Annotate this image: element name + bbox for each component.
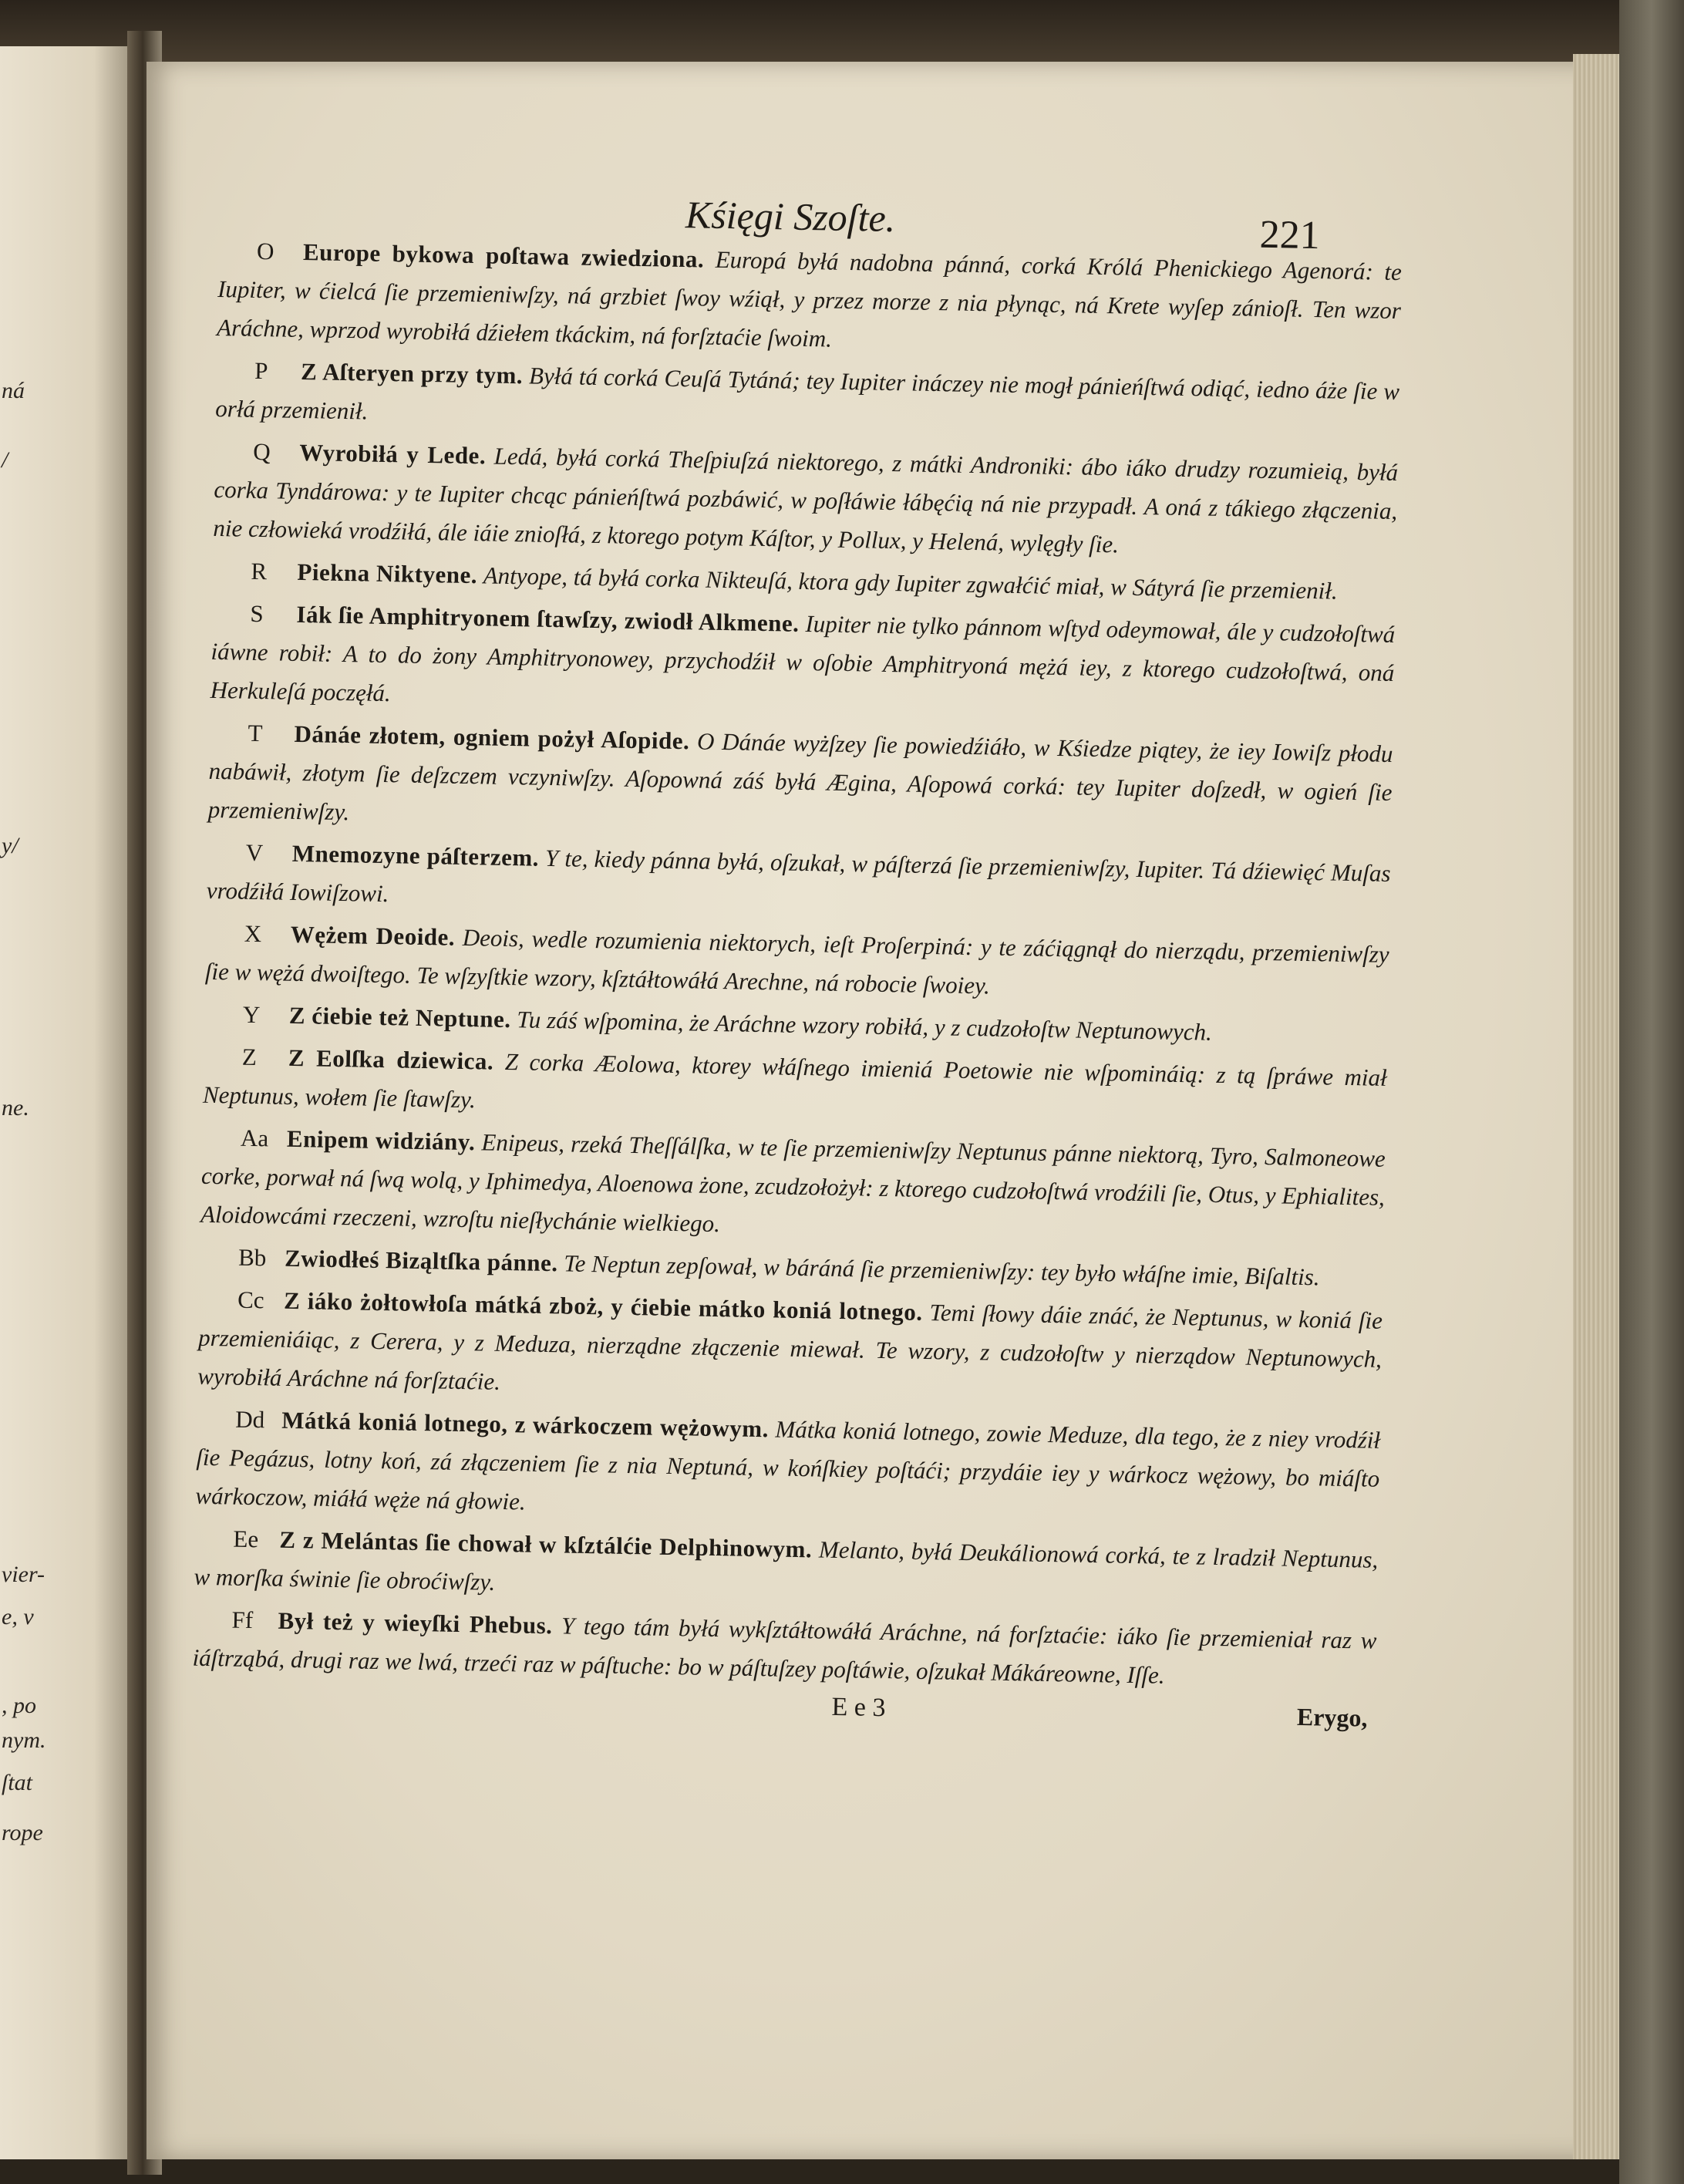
entry-text: Temi ſłowy dáie znáć, że Neptunus, w koniá ſie przemieniáiąc, z Cerera, y z Meduza, nierządne złączenie miewał. Te wzory, z cudzołoſtw y nierządow Neptunowych, wyrobiłá Aráchne ná forſztaćie. xyxy=(197,1299,1383,1395)
running-title: Kśięgi Szoſte. xyxy=(685,193,896,241)
entry-heading: Zwiodłeś Biząltſka pánne. xyxy=(284,1244,558,1277)
entry-letter: T xyxy=(248,719,263,747)
commentary-entry xyxy=(195,1400,1380,1537)
entry-text: Melanto, byłá Deukálionowá corká, te z lradził Neptunus, w morſka świnie ſie obroćiwſzy. xyxy=(194,1535,1379,1596)
entry-heading: Z z Melántas ſie chował w kſztálćie Delphinowym. xyxy=(279,1525,813,1563)
catchword: Erygo, xyxy=(1296,1702,1368,1732)
entry-letter: Cc xyxy=(237,1286,264,1314)
entry-text: Z corka Æolowa, ktorey włáſnego imieniá Poetowie nie wſpomináią: z tą ſpráwe miał Neptunus, wołem ſie ſtawſzy. xyxy=(202,1047,1388,1114)
left-fragment: ná xyxy=(2,378,25,403)
page-edges xyxy=(1573,54,1619,2159)
entry-letter: P xyxy=(254,356,268,385)
entry-text: Te Neptun zepſował, w báráná ſie przemieniwſzy: tey było włáſne imie, Biſaltis. xyxy=(563,1249,1320,1291)
entry-heading: Iák ſie Amphitryonem ſtawſzy, zwiodł Alkmene. xyxy=(296,600,800,637)
entry-heading: Z ćiebie też Neptune. xyxy=(288,1001,511,1033)
entry-letter: R xyxy=(251,557,268,585)
entry-text: Y tego tám byłá wykſztáłtowáłá Aráchne, ná forſztaćie: iáko ſie przemieniał raz w iáſtrząbá, drugi raz we lwá, trzeći raz w páſtuche: bo w páſtuſzey poſtáwie, oſzukał Mákáreowne, Iſſe. xyxy=(192,1612,1377,1689)
commentary-entry xyxy=(217,231,1402,369)
entry-heading: Był też y wieyſki Phebus. xyxy=(278,1606,553,1640)
left-fragment: / xyxy=(2,447,8,473)
signature-mark: E e 3 xyxy=(831,1692,886,1723)
commentary-entry xyxy=(207,713,1393,851)
book-top-edge xyxy=(0,0,1684,69)
left-fragment: , po xyxy=(2,1693,36,1718)
entry-text: Europá byłá nadobna pánná, corká Królá Phenickiego Agenorá: te Iupiter, w ćielcá ſie przemieniwſzy, ná grzbiet ſwoy wźiął, y przez morze z nia płynąc, ná Krete wyſep zánioſł. Ten wzor Aráchne, wprzod wyrobiłá dźiełem tkáckim, ná forſztaćie ſwoim. xyxy=(216,245,1403,352)
left-fragment: rope xyxy=(2,1820,43,1845)
book-fore-edge xyxy=(1619,0,1684,2184)
entry-text: Y te, kiedy pánna byłá, oſzukał, w páſterzá ſie przemieniwſzy, Iupiter. Tá dźiewięć Muſas vrodźiłá Iowiſzowi. xyxy=(206,844,1391,908)
entry-heading: Z Aſteryen przy tym. xyxy=(300,357,524,389)
entry-text: Iupiter nie tylko pánnom wſtyd odeymował, ále y cudzołoſtwá iáwne robił: A to do żony Amphitryonowey, przychodźił w oſobie Amphitryoná mężá iey, z ktorego cudzołoſtwá, oná Herkuleſá poczęłá. xyxy=(210,610,1396,707)
left-fragment: ne. xyxy=(2,1095,29,1121)
entry-text: Mátka koniá lotnego, zowie Meduze, dla tego, że z niey vrodźił ſie Pegázus, lotny koń, zá złączeniem ſie z nia Neptuná, w końſkiey poſtáći; przydáie iey y wárkocz wężowy, bo miáſto wárkoczow, miáłá węże ná głowie. xyxy=(195,1415,1381,1515)
entry-text: Byłá tá corká Ceuſá Tytáná; tey Iupiter ináczey nie mogł pánieńſtwá odiąć, iedno áże ſie w orłá przemienił. xyxy=(215,362,1400,425)
entry-heading: Z iáko żołtowłoſa mátká zboż, y ćiebie mátko koniá lotnego. xyxy=(283,1286,923,1326)
entry-letter: O xyxy=(256,237,274,265)
entry-letter: Ee xyxy=(233,1525,259,1553)
entry-letter: Dd xyxy=(234,1405,265,1434)
page-text-block xyxy=(191,170,1403,1749)
entry-heading: Mnemozyne páſterzem. xyxy=(291,839,540,871)
entry-letter: Aa xyxy=(240,1124,269,1152)
entry-heading: Wężem Deoide. xyxy=(290,920,456,951)
left-fragment: ſtat xyxy=(2,1770,33,1795)
entry-heading: Mátká koniá lotnego, z wárkoczem wężowym. xyxy=(281,1406,770,1443)
commentary-entry xyxy=(210,594,1395,731)
commentary-entry xyxy=(197,1280,1383,1417)
entry-letter: X xyxy=(244,919,262,948)
commentary-entry xyxy=(200,1118,1386,1255)
left-fragment: vier- xyxy=(2,1562,45,1587)
entry-letter: Ff xyxy=(231,1606,254,1634)
entry-letter: Y xyxy=(242,1000,261,1029)
page-number: 221 xyxy=(1259,212,1321,258)
commentary-entry xyxy=(213,432,1398,569)
entry-text: Ledá, byłá corká Theſpiuſzá niektorego, z mátki Androniki: ábo iáko drudzy rozumieią, byłá corka Tyndárowa: y te Iupiter chcąc pánieńſtwá pozbáwić, w poſłáwie łábęćią ná nie przypadł. A oná z tákiego złączenia, nie człowieká vrodźiłá, ále iáie znioſłá, z ktorego potym Káſtor, y Pollux, y Helená, wylęgły ſie. xyxy=(213,442,1399,558)
left-page-fragment xyxy=(0,46,135,2159)
entry-letter: S xyxy=(250,599,264,628)
left-fragment: nym. xyxy=(2,1727,46,1753)
entry-text: O Dánáe wyżſzey ſie powiedźiáło, w Kśiedze piątey, że iey Iowiſz płodu nabáwił, złotym ſie deſzczem vczyniwſzy. Aſopowná záś byłá Ægina, Aſopowá corká: tey Iupiter doſzedł, w ogień ſie przemieniwſzy. xyxy=(207,727,1393,826)
entry-heading: Europe bykowa poſtawa zwiedziona. xyxy=(302,238,705,273)
entry-letter: V xyxy=(245,838,264,867)
entry-heading: Piekna Niktyene. xyxy=(297,558,478,589)
entry-heading: Dánáe złotem, ogniem pożył Aſopide. xyxy=(294,720,690,755)
entry-text: Deois, wedle rozumienia niektorych, ieſt Proſerpiná: y te záćiągnął do nierządu, przemieniwſzy ſie w wężá dwoiſtego. Te wſzyſtkie wzory, kſztáłtowáłá Arechne, ná robocie ſwoiey. xyxy=(204,923,1389,999)
entry-heading: Wyrobiłá y Lede. xyxy=(298,438,487,470)
entry-letter: Q xyxy=(252,437,271,466)
entry-heading: Enipem widziány. xyxy=(286,1124,476,1156)
entry-letter: Z xyxy=(241,1043,258,1071)
entry-text: Antyope, tá byłá corka Nikteuſá, ktora gdy Iupiter zgwałćić miał, w Sátyrá ſie przemienił. xyxy=(483,561,1338,605)
entry-heading: Z Eolſka dziewica. xyxy=(288,1043,494,1075)
left-fragment: e, v xyxy=(2,1604,34,1630)
commentary-entries xyxy=(192,231,1402,1699)
entry-text: Tu záś wſpomina, że Aráchne wzory robiłá, y z cudzołoſtw Neptunowych. xyxy=(517,1006,1213,1046)
left-fragment: y/ xyxy=(2,833,19,858)
entry-text: Enipeus, rzeká Theſſálſka, w te ſie przemieniwſzy Neptunus pánne niektorą, Tyro, Salmoneowe corke, porwał ná ſwą wolą, y Iphimedya, Aloenowa żone, zcudzołożył: z ktorego cudzołoſtwá vrodźili ſie, Otus, y Ephialites, Aloidowcámi rzeczeni, wzroſtu nieſłychánie wielkiego. xyxy=(200,1128,1386,1238)
entry-letter: Bb xyxy=(237,1243,267,1272)
